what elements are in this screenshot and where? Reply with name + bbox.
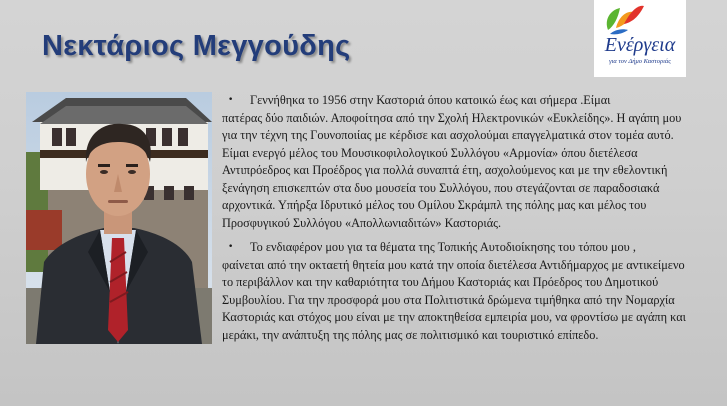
logo [594, 0, 686, 77]
paragraph-1-first-line [222, 92, 694, 110]
logo-word: Ενέργεια [604, 34, 676, 56]
logo-subtitle: για τον Δήμο Καστοριάς [609, 58, 671, 65]
portrait-photo [26, 92, 212, 344]
bullet-icon: • [228, 95, 234, 105]
p1-first-text: Γεννήθηκα το 1956 στην Καστοριά όπου κατοικώ έως και σήμερα .Είμαι [250, 93, 611, 107]
p2-first-text: Το ενδιαφέρον μου για τα θέματα της Τοπικής Αυτοδιοίκησης του τόπου μου , [250, 240, 636, 254]
paragraph-2-body: φαίνεται από την οκταετή θητεία μου κατά την οποία διετέλεσα Αντιδήμαρχος με αντικείμενο το περιβάλλον και την καθαριότητα του Δήμου Καστοριάς και Πρόεδρος του Δημοτικού Συμβουλίου. Για την προσφορά μου στα Πολιτιστικά δρώμενα τιμήθηκα από την Νομαρχία Καστοριάς και στόχος μου είναι με την αποκτηθείσα εμπειρία μου, να φροντίσω με αγάπη και μεράκι, την ανάπτυξη της πόλης μας σε πολιτισμικό και τουριστικό επίπεδο. [222, 257, 686, 342]
paragraph-1-body: πατέρας δύο παιδιών. Αποφοίτησα από την Σχολή Ηλεκτρονικών «Ευκλείδης». Η αγάπη μου για την τέχνη της Γουνοποιίας με κέρδισε και ασχολούμαι επαγγελματικά στον τομέα αυτό. Είμαι ενεργό μέλος του Μουσικοφιλολογικού Συλλόγου «Αρμονία» όπου διετέλεσα Αντιπρόεδρος και Προέδρος για πολλά συναπτά έτη, ασχολούμενος και με την εθελοντική ξενάγηση επισκεπτών στα δυο μουσεία του Συλλόγου, που στεγάζονται σε παραδοσιακά αρχοντικά. Υπήρξα Ιδρυτικό μέλος του Ομίλου Σκράμπλ της πόλης μας και μέλος του Προσφυγικού Συλλόγου «Απολλωνιαδιτών» Καστοριάς. [222, 110, 682, 230]
biography-text [222, 92, 694, 344]
slide-title: Νεκτάριος Μεγγούδης [42, 30, 351, 62]
bullet-icon: • [228, 242, 234, 252]
paragraph-2-first-line [222, 239, 694, 257]
